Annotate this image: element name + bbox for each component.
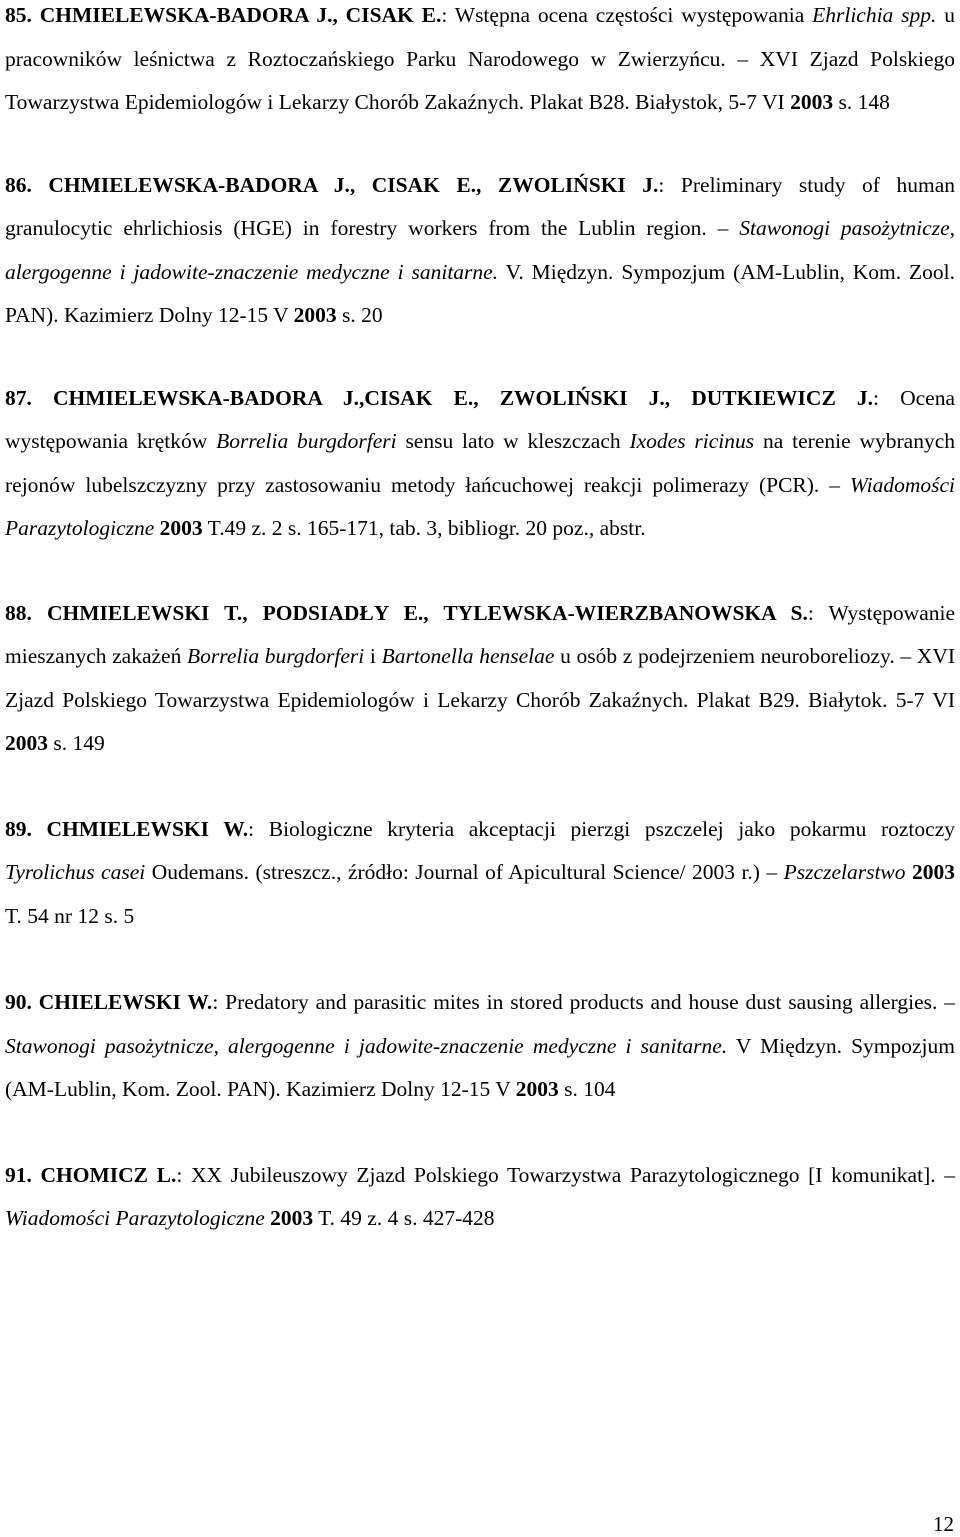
entry-text: u osób z podejrzeniem neuroboreliozy. – XVI Zjazd Polskiego Towarzystwa Epidemiologów i Lekarzy Chorób Zakaźnych. Plakat B29. Białytok. 5-7 VI <box>5 644 956 712</box>
entry-bold-text: 2003 <box>790 90 834 114</box>
entry-bold-text: 2003 <box>270 1206 314 1230</box>
entry-text: Oudemans. (streszcz., źródło: Journal of Apicultural Science/ 2003 r.) – <box>145 860 784 884</box>
entry-text: : XX Jubileuszowy Zjazd Polskiego Towarzystwa Parazytologicznego [I komunikat]. – <box>176 1162 955 1187</box>
entry-italic-text: Stawonogi pasożytnicze, alergogenne i jadowite-znaczenie medyczne i sanitarne. <box>5 216 955 284</box>
page-number: 12 <box>933 1512 954 1536</box>
entry-text: : Preliminary study of human granulocytic ehrlichiosis (HGE) in forestry workers from the Lublin region. – <box>5 172 955 240</box>
entry-italic-text: Borrelia burgdorferi <box>216 429 397 453</box>
entry-bold-text: 2003 <box>515 1077 559 1101</box>
entry-italic-text: Wiadomości Parazytologiczne <box>5 1206 265 1230</box>
entry-text: : Występowanie mieszanych zakażeń <box>5 600 955 668</box>
entry-text: : Wstępna ocena częstości występowania <box>441 3 813 27</box>
entry-bold-text: 87. CHMIELEWSKA-BADORA J.,CISAK E., ZWOLIŃSKI J., DUTKIEWICZ J. <box>5 385 874 410</box>
entry-italic-text: Borrelia burgdorferi <box>187 644 365 668</box>
entry-bold-text: 89. CHMIELEWSKI W. <box>5 816 249 841</box>
entry-text: T.49 z. 2 s. 165-171, tab. 3, bibliogr. 20 poz., abstr. <box>202 516 646 540</box>
entry-bold-text: 2003 <box>293 303 337 327</box>
entry-text: : Ocena występowania krętków <box>5 385 955 453</box>
entry-text: : Biologiczne kryteria akceptacji pierzgi pszczelej jako pokarmu roztoczy <box>248 816 955 841</box>
entry-text: u pracowników leśnictwa z Roztoczańskiego Parku Narodowego w Zwierzyńcu. – XVI Zjazd Polskiego Towarzystwa Epidemiologów i Lekarzy Chorób Zakaźnych. Plakat B28. Białystok, 5-7 VI <box>5 3 955 114</box>
bibliography-entry-91 <box>5 1154 955 1241</box>
bibliography-entry-87 <box>5 377 955 551</box>
entry-text: s. 104 <box>558 1077 616 1101</box>
entry-text: s. 148 <box>833 90 890 114</box>
bibliography-entry-90 <box>5 981 955 1112</box>
entry-italic-text: Stawonogi pasożytnicze, alergogenne i jadowite-znaczenie medyczne i sanitarne. <box>5 1033 728 1058</box>
entry-bold-text: 85. CHMIELEWSKA-BADORA J., CISAK E. <box>5 3 442 27</box>
entry-text: na terenie wybranych rejonów lubelszczyzny przy zastosowaniu metody łańcuchowej reakcji polimerazy (PCR). – <box>5 429 955 497</box>
entry-text: s. 149 <box>48 731 105 755</box>
entry-text: T. 49 z. 4 s. 427-428 <box>313 1206 495 1230</box>
entry-text: T. 54 nr 12 s. 5 <box>5 903 135 928</box>
entry-italic-text: Wiadomości Parazytologiczne <box>5 472 955 540</box>
entry-text: s. 20 <box>336 303 383 327</box>
entry-italic-text: Tyrolichus casei <box>5 860 146 884</box>
entry-italic-text: Bartonella henselae <box>381 644 555 668</box>
bibliography-entry-89 <box>5 808 955 939</box>
entry-italic-text: Pszczelarstwo <box>783 860 906 884</box>
entry-bold-text: 2003 <box>159 516 203 540</box>
entry-bold-text: 86. CHMIELEWSKA-BADORA J., CISAK E., ZWOLIŃSKI J. <box>5 172 659 197</box>
document-page <box>5 0 955 1241</box>
entry-text: V Międzyn. Sympozjum (AM-Lublin, Kom. Zool. PAN). Kazimierz Dolny 12-15 V <box>5 1033 955 1101</box>
entry-text: sensu lato w kleszczach <box>396 429 630 453</box>
entry-bold-text: 2003 <box>912 860 955 884</box>
entry-text: i <box>364 644 382 668</box>
entry-bold-text: 2003 <box>5 731 48 755</box>
entry-bold-text: 88. CHMIELEWSKI T., PODSIADŁY E., TYLEWSKA-WIERZBANOWSKA S. <box>5 600 808 625</box>
bibliography-entry-85 <box>5 0 955 125</box>
bibliography-entry-86 <box>5 164 955 338</box>
entry-italic-text: Ehrlichia spp. <box>812 3 937 27</box>
bibliography-entry-88 <box>5 592 955 766</box>
entry-italic-text: Ixodes ricinus <box>629 429 755 453</box>
entry-text: V. Międzyn. Sympozjum (AM-Lublin, Kom. Zool. PAN). Kazimierz Dolny 12-15 V <box>5 259 955 327</box>
entry-bold-text: 91. CHOMICZ L. <box>5 1162 177 1187</box>
entry-text: : Predatory and parasitic mites in stored products and house dust sausing allergies. – <box>212 990 955 1014</box>
entry-bold-text: 90. CHIELEWSKI W. <box>5 990 213 1014</box>
